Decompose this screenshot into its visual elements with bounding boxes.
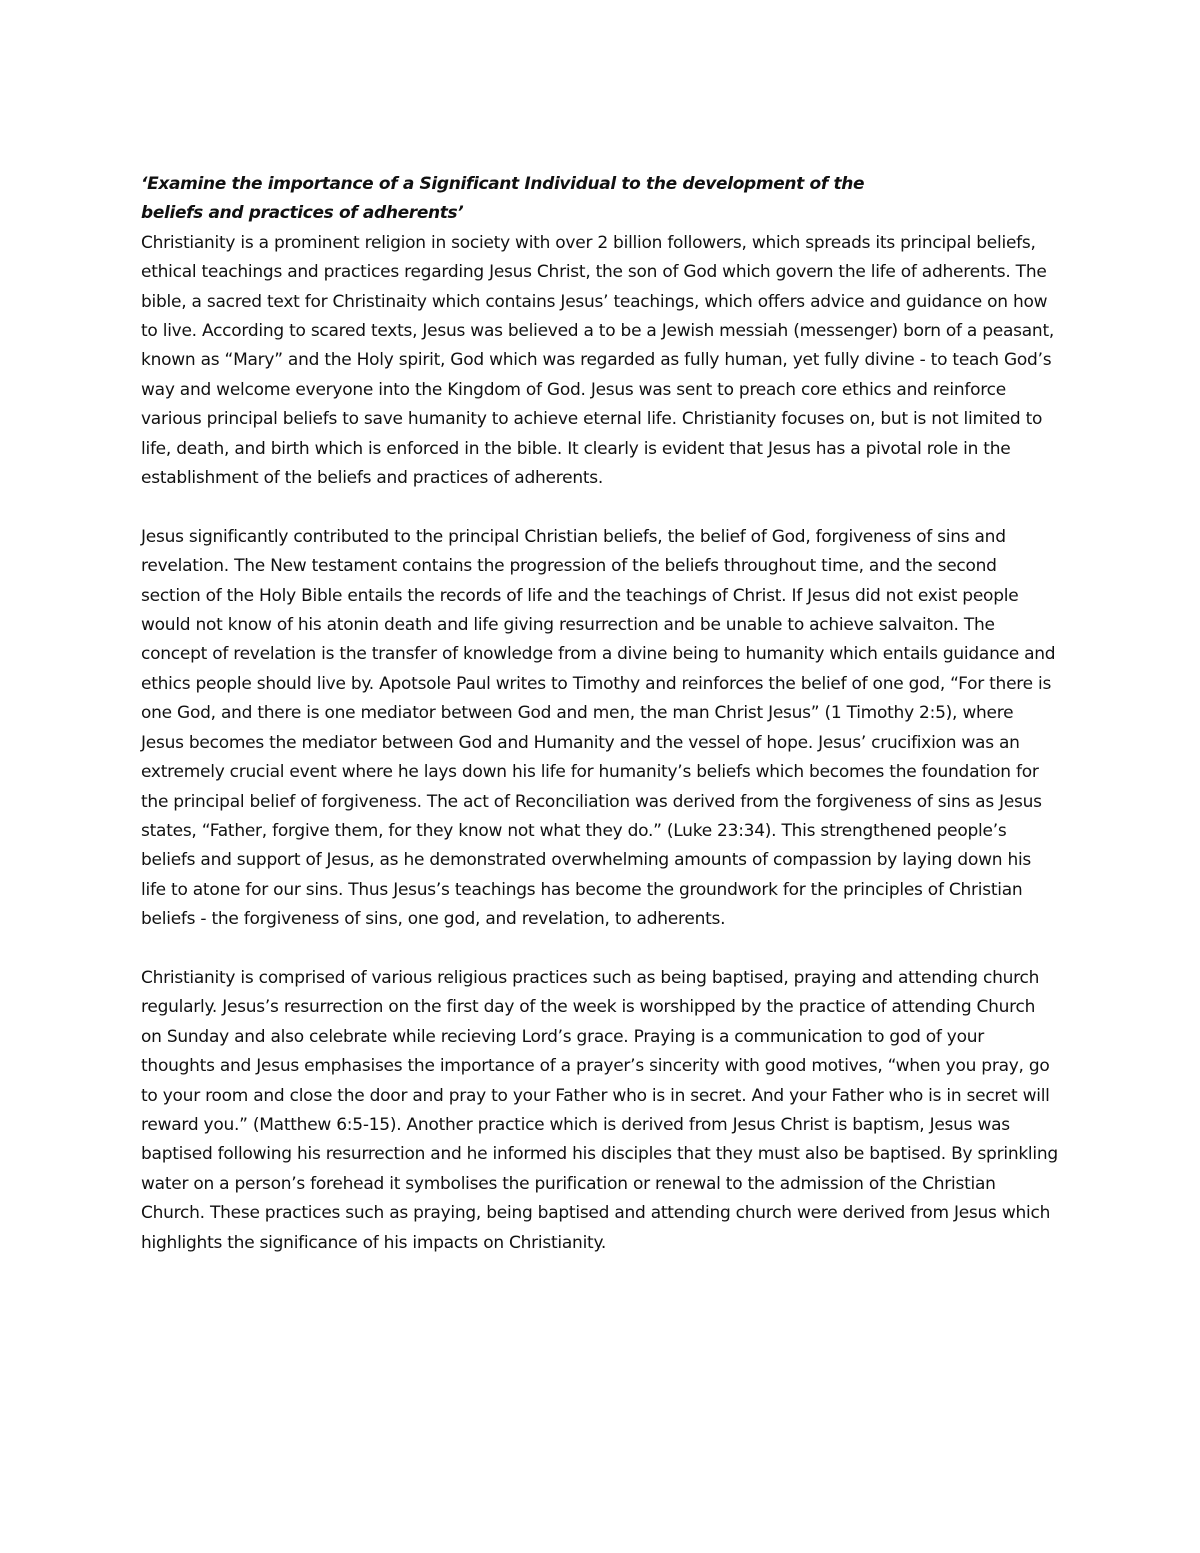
title-line-2: beliefs and practices of adherents’	[141, 203, 464, 224]
paragraph-introduction: Christianity is a prominent religion in society with over 2 billion followers, which spreads its principal beliefs, ethical teachings and practices regarding Jesus Christ, the son of God which govern the life of adherents. The bible, a sacred text for Christinaity which contains Jesus’ teachings, which offers advice and guidance on how to live. According to scared texts, Jesus was believed a to be a Jewish messiah (messenger) born of a peasant, known as “Mary” and the Holy spirit, God which was regarded as fully human, yet fully divine - to teach God’s way and welcome everyone into the Kingdom of God. Jesus was sent to preach core ethics and reinforce various principal beliefs to save humanity to achieve eternal life. Christianity focuses on, but is not limited to life, death, and birth which is enforced in the bible. It clearly is evident that Jesus has a pivotal role in the establishment of the beliefs and practices of adherents.	[141, 232, 1055, 489]
paragraph-beliefs: Jesus significantly contributed to the principal Christian beliefs, the belief of God, forgiveness of sins and revelation. The New testament contains the progression of the beliefs throughout time, and the second section of the Holy Bible entails the records of life and the teachings of Christ. If Jesus did not exist people would not know of his atonin death and life giving resurrection and be unable to achieve salvaiton. The concept of revelation is the transfer of knowledge from a divine being to humanity which entails guidance and ethics people should live by. Apotsole Paul writes to Timothy and reinforces the belief of one god, “For there is one God, and there is one mediator between God and men, the man Christ Jesus” (1 Timothy 2:5), where Jesus becomes the mediator between God and Humanity and the vessel of hope. Jesus’ crucifixion was an extremely crucial event where he lays down his life for humanity’s beliefs which becomes the foundation for the principal belief of forgiveness. The act of Reconciliation was derived from the forgiveness of sins as Jesus states, “Father, forgive them, for they know not what they do.” (Luke 23:34). This strengthened people’s beliefs and support of Jesus, as he demonstrated overwhelming amounts of compassion by laying down his life to atone for our sins. Thus Jesus’s teachings has become the groundwork for the principles of Christian beliefs - the forgiveness of sins, one god, and revelation, to adherents.	[141, 526, 1056, 930]
paragraph-practices: Christianity is comprised of various religious practices such as being baptised, praying and attending church regularly. Jesus’s resurrection on the first day of the week is worshipped by the practice of attending Church on Sunday and also celebrate while recieving Lord’s grace. Praying is a communication to god of your thoughts and Jesus emphasises the importance of a prayer’s sincerity with good motives, “when you pray, go to your room and close the door and pray to your Father who is in secret. And your Father who is in secret will reward you.” (Matthew 6:5-15). Another practice which is derived from Jesus Christ is baptism, Jesus was baptised following his resurrection and he informed his disciples that they must also be baptised. By sprinkling water on a person’s forehead it symbolises the purification or renewal to the admission of the Christian Church. These practices such as praying, being baptised and attending church were derived from Jesus which highlights the significance of his impacts on Christianity.	[141, 967, 1058, 1253]
document-body	[141, 170, 1059, 1258]
essay-question-title	[141, 170, 1059, 229]
title-line-1: ‘Examine the importance of a Significant Individual to the development of the	[141, 174, 865, 194]
